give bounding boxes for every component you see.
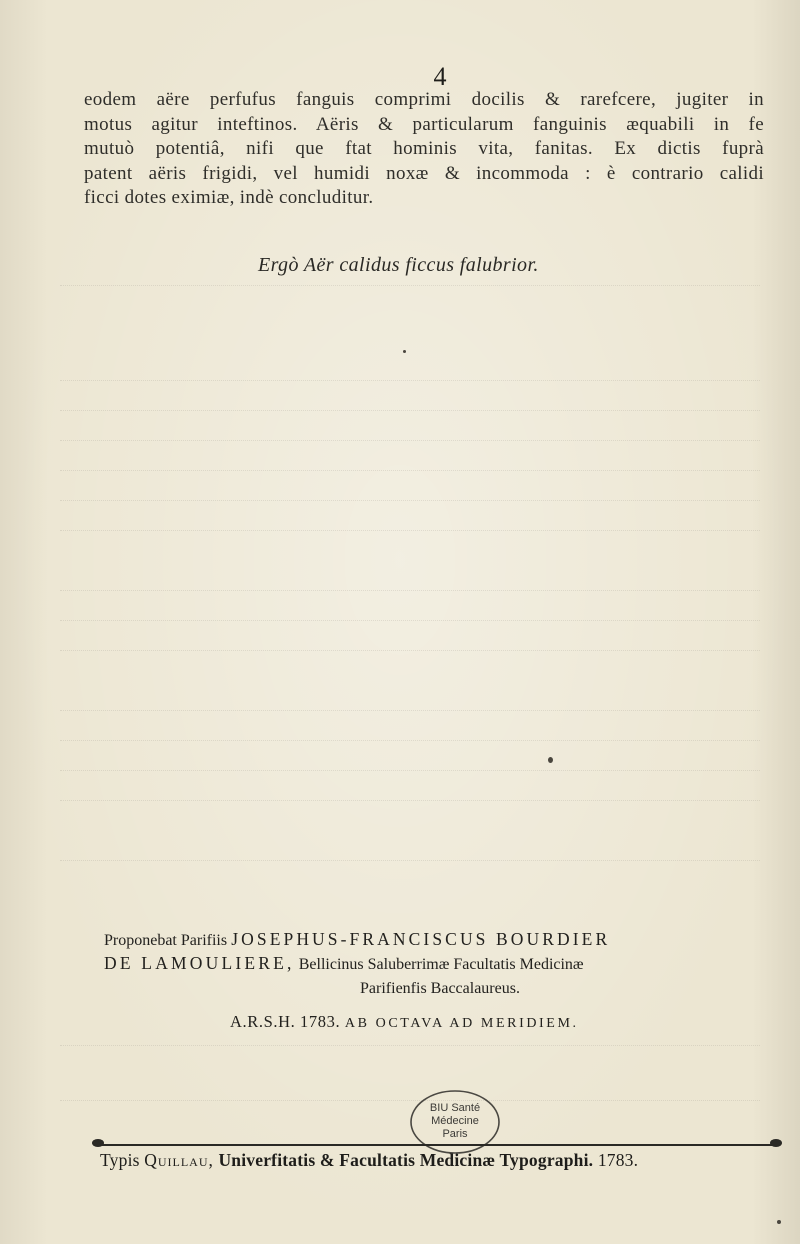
stamp-line: Médecine: [431, 1115, 479, 1127]
bleed-through-line: [60, 800, 760, 815]
imprint-rest: Univerfitatis & Facultatis Medicinæ Typographi.: [218, 1150, 594, 1170]
defense-time: AB OCTAVA AD MERIDIEM.: [344, 1016, 579, 1031]
stamp-line: BIU Santé: [429, 1102, 481, 1114]
author-affiliation: Bellicinus Saluberrimæ Facultatis Medicinæ: [298, 956, 584, 973]
imprint-typis: Typis: [100, 1150, 140, 1170]
author-degree: Parifienfis Baccalaureus.: [360, 980, 520, 997]
bleed-through-line: [60, 410, 760, 425]
bleed-through-line: [60, 590, 760, 605]
bleed-through-line: [60, 740, 760, 755]
body-paragraph: [84, 88, 784, 211]
proponebat-line: [104, 928, 784, 952]
ink-speck: [548, 757, 553, 763]
paragraph-line: eodem aëre perfufus fanguis comprimi docilis & rarefcere, jugiter in: [84, 89, 764, 110]
bleed-through-line: [60, 440, 760, 455]
paragraph-line: ficci dotes eximiæ, indè concluditur.: [84, 187, 374, 208]
bleed-through-line: [60, 770, 760, 785]
bleed-through-line: [60, 530, 760, 545]
stamp-line: Paris: [442, 1128, 468, 1140]
author-surname: DE LAMOULIERE,: [104, 953, 295, 973]
imprint-printer: Quillau,: [144, 1150, 214, 1170]
bleed-through-line: [60, 860, 760, 875]
paragraph-line: mutuò potentiâ, nifi que ftat hominis vita, fanitas. Ex dictis fuprà: [84, 138, 764, 159]
bleed-through-line: [60, 380, 760, 395]
ink-speck: [777, 1220, 781, 1224]
author-name: JOSEPHUS-FRANCISCUS BOURDIER: [231, 929, 611, 949]
bleed-through-line: [60, 620, 760, 635]
bleed-through-line: [60, 1045, 760, 1060]
proponebat-block: [104, 928, 784, 1000]
bleed-through-line: [60, 710, 760, 725]
thesis-conclusion: Ergò Aër calidus ficcus falubrior.: [258, 254, 539, 276]
imprint-rule: [98, 1144, 774, 1146]
proponebat-lead: Proponebat Parifiis: [104, 932, 228, 949]
bleed-through-line: [60, 285, 760, 300]
bleed-through-line: [60, 650, 760, 665]
page-number: 4: [433, 62, 447, 91]
paragraph-line: motus agitur inteftinos. Aëris & particularum fanguinis æquabili in fe: [84, 113, 764, 135]
printer-imprint: [100, 1150, 638, 1171]
rule-ornament: [770, 1139, 782, 1147]
defense-date: [230, 1012, 579, 1032]
bleed-through-line: [60, 500, 760, 515]
bleed-through-line: [60, 470, 760, 485]
ink-speck: [403, 350, 406, 353]
imprint-year: 1783.: [597, 1150, 639, 1170]
proponebat-line: [104, 952, 784, 976]
defense-year: A.R.S.H. 1783.: [230, 1012, 341, 1031]
paragraph-line: patent aëris frigidi, vel humidi noxæ & incommoda : è contrario calidi: [84, 162, 764, 184]
rule-ornament: [92, 1139, 104, 1147]
